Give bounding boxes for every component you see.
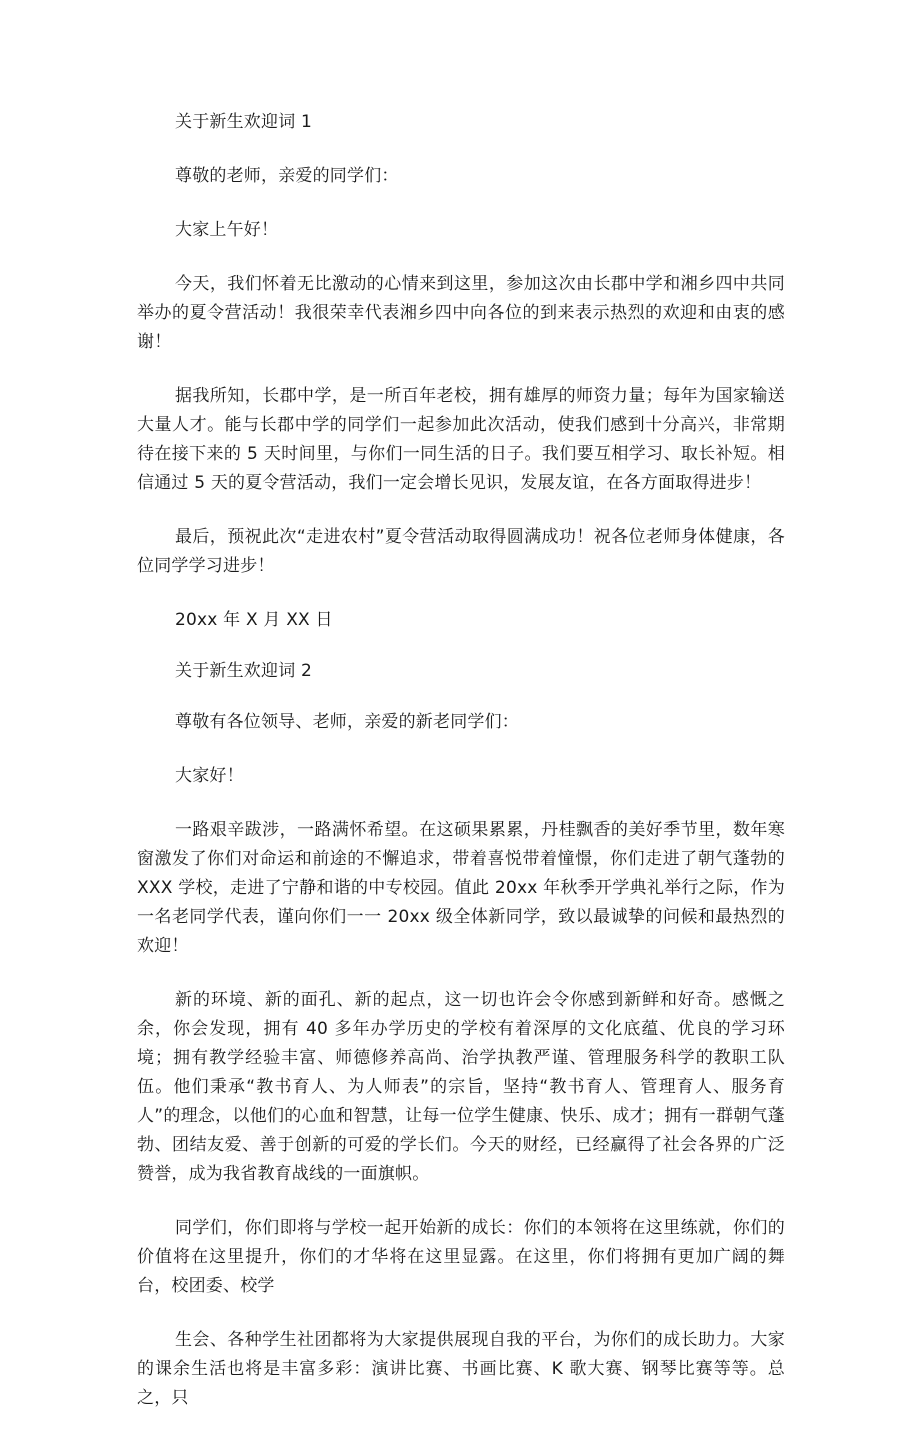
paragraph-1-3: 最后，预祝此次“走进农村”夏令营活动取得圆满成功！祝各位老师身体健康，各位同学学习进步！ (137, 527, 785, 576)
paragraph-1-1: 今天，我们怀着无比激动的心情来到这里，参加这次由长郡中学和湘乡四中共同举办的夏令营活动！我很荣幸代表湘乡四中向各位的到来表示热烈的欢迎和由衷的感谢！ (137, 274, 785, 352)
heading-2: 关于新生欢迎词 2 (175, 661, 313, 681)
paragraph-2-4: 生会、各种学生社团都将为大家提供展现自我的平台，为你们的成长助力。大家的课余生活也将是丰富多彩：演讲比赛、书画比赛、K 歌大赛、钢琴比赛等等。总之，只 (137, 1330, 785, 1408)
paragraph-1-2: 据我所知，长郡中学，是一所百年老校，拥有雄厚的师资力量；每年为国家输送大量人才。能与长郡中学的同学们一起参加此次活动，使我们感到十分高兴，非常期待在接下来的 5 天时间里，与你们一同生活的日子。我们要互相学习、取长补短。相信通过 5 天的夏令营活动，我们一定会增长见识，发展友谊，在各方面取得进步！ (137, 386, 785, 493)
paragraph-2-3: 同学们，你们即将与学校一起开始新的成长：你们的本领将在这里练就，你们的价值将在这里提升，你们的才华将在这里显露。在这里，你们将拥有更加广阔的舞台，校团委、校学 (137, 1218, 785, 1296)
date-1: 20xx 年 X 月 XX 日 (175, 610, 333, 630)
heading-1: 关于新生欢迎词 1 (175, 112, 313, 132)
paragraph-2-1: 一路艰辛跋涉，一路满怀希望。在这硕果累累，丹桂飘香的美好季节里，数年寒窗激发了你们对命运和前途的不懈追求，带着喜悦带着憧憬，你们走进了朝气蓬勃的 XXX 学校，走进了宁静和谐的中专校园。值此 20xx 年秋季开学典礼举行之际，作为一名老同学代表，谨向你们一一 20xx 级全体新同学，致以最诚挚的问候和最热烈的欢迎！ (137, 820, 785, 956)
salutation-2: 尊敬有各位领导、老师，亲爱的新老同学们： (175, 712, 519, 732)
document-body (137, 108, 785, 1438)
greeting-1: 大家上午好！ (175, 220, 279, 240)
greeting-2: 大家好！ (175, 766, 244, 786)
salutation-1: 尊敬的老师，亲爱的同学们： (175, 166, 399, 186)
paragraph-2-2: 新的环境、新的面孔、新的起点，这一切也许会令你感到新鲜和好奇。感慨之余，你会发现，拥有 40 多年办学历史的学校有着深厚的文化底蕴、优良的学习环境；拥有教学经验丰富、师德修养高尚、治学执教严谨、管理服务科学的教职工队伍。他们秉承“教书育人、为人师表”的宗旨，坚持“教书育人、管理育人、服务育人”的理念，以他们的心血和智慧，让每一位学生健康、快乐、成才；拥有一群朝气蓬勃、团结友爱、善于创新的可爱的学长们。今天的财经，已经赢得了社会各界的广泛赞誉，成为我省教育战线的一面旗帜。 (137, 990, 785, 1184)
